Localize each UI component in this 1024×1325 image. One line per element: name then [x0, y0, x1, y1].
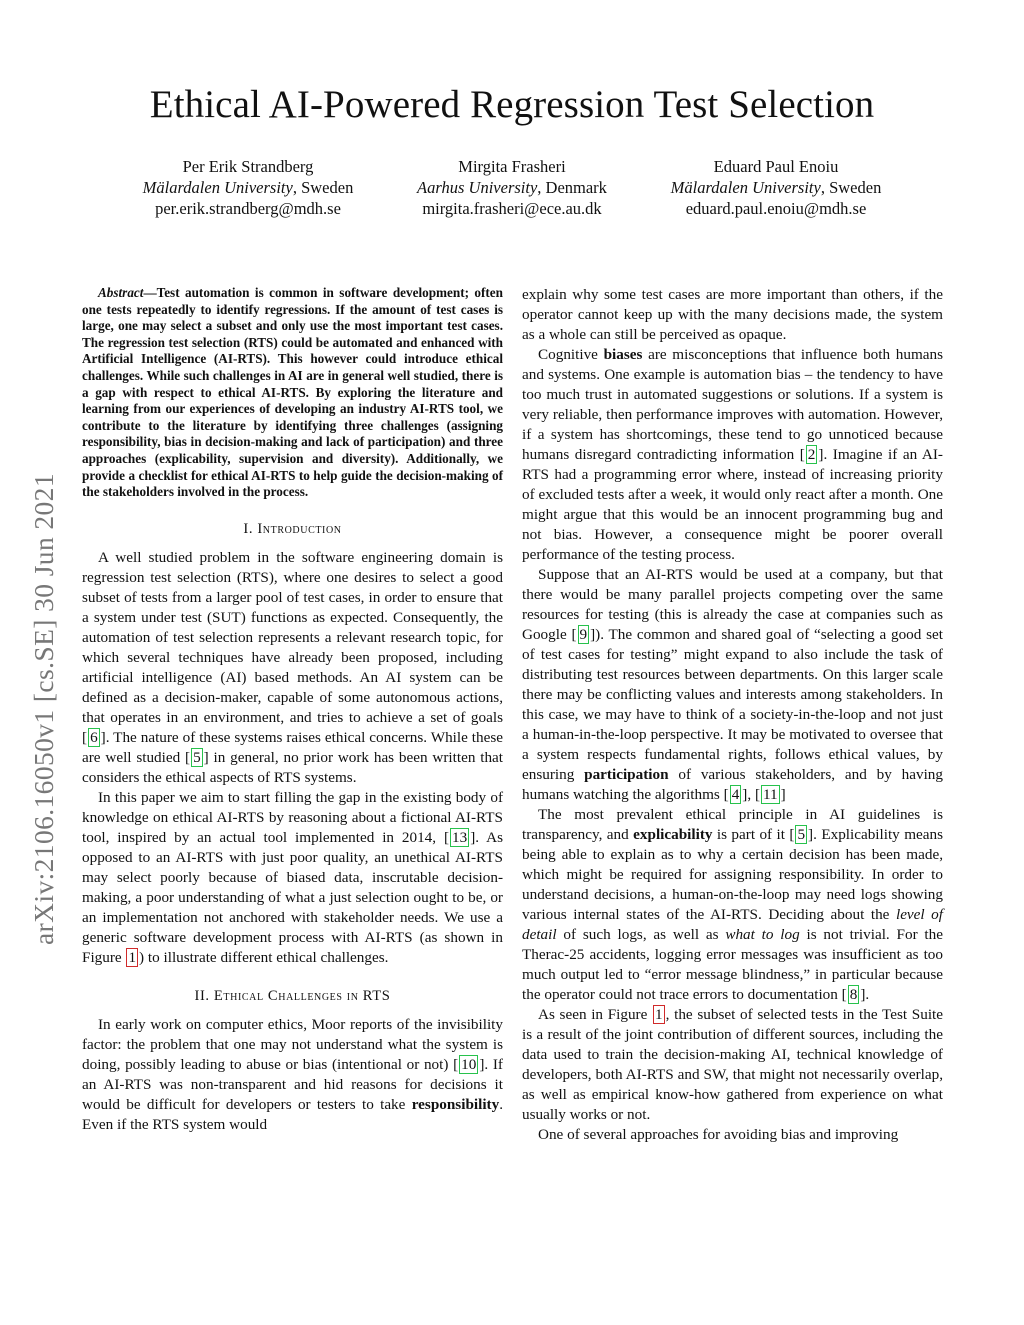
citation-link[interactable]: 6	[90, 728, 98, 746]
right-column	[522, 285, 943, 1145]
author-email: per.erik.strandberg@mdh.se	[155, 199, 341, 218]
section-heading-ethical-challenges: II. Ethical Challenges in RTS	[194, 987, 391, 1004]
citation-link[interactable]: 10	[461, 1055, 477, 1073]
author-affiliation: Aarhus University, Denmark	[417, 178, 607, 197]
abstract: Abstract—Test automation is common in software development; often one tests repeatedly to identify regressions. If the amount of test cases is large, one may select a subset and only use the most important test cases. The regression test selection (RTS) could be automated and enhanced with Artificial Intelligence (AI-RTS). This however could introduce ethical challenges. While such challenges in AI are in general well studied, there is a gap with respect to ethical AI-RTS. By exploring the literature and learning from our experiences of developing an industry AI-RTS tool, we contribute to the literature by identifying three challenges (assigning responsibility, bias in decision-making and lack of participation) and three approaches (explicability, supervision and diversity). Additionally, we provide a checklist for ethical AI-RTS to help guide the decision-making of the stakeholders involved in the process.	[82, 285, 503, 500]
citation-link[interactable]: 5	[193, 748, 201, 766]
paragraph: Cognitive biases are misconceptions that influence both humans and systems. One example is automation bias – the tendency to have too much trust in automated suggestions or solutions. If a system is very reliable, then performance improves with automation. However, if a system has shortcomings, these tend to go unnoticed because humans disregard contradicting information [ 2 ]. Imagine if an AI-RTS had a programming error where, instead of increasing priority of excluded tests after a week, it would only react after a month. One might argue that this would be an innocent programming bug and not bias. However, a consequence might be poorer overall performance of the testing process.	[522, 346, 944, 563]
author-name: Per Erik Strandberg	[182, 157, 314, 176]
author-name: Mirgita Frasheri	[458, 157, 566, 176]
author-affiliation: Mälardalen University, Sweden	[670, 178, 882, 197]
paper-title: Ethical AI-Powered Regression Test Selection	[149, 83, 875, 126]
arxiv-identifier: arXiv:2106.16050v1 [cs.SE] 30 Jun 2021	[28, 473, 59, 945]
author-affiliation: Mälardalen University, Sweden	[142, 178, 354, 197]
author-email: mirgita.frasheri@ece.au.dk	[422, 199, 602, 218]
paragraph: Suppose that an AI-RTS would be used at a company, but that there would be many parallel projects competing over the same resources for testing (this is already the case at companies such as Google [ 9 ]). The common and shared goal of “selecting a good set of test cases for testing” might expand to also include the task of distributing test resources between departments. On this larger scale there may be conflicting values and interests among stakeholders. In this case, we may have to think of a society-in-the-loop and not just a human-in-the-loop perspective. It may be motivated to oversee that a system respects fundamental rights, follows ethical values, by ensuring participation of various stakeholders, and by having humans watching the algorithms [ 4 ], [ 11 ]	[522, 566, 943, 803]
citation-link[interactable]: 9	[579, 626, 588, 643]
citation-link[interactable]: 5	[797, 826, 806, 843]
paragraph: A well studied problem in the software engineering domain is regression test selection (RTS), where one desires to select a good subset of tests from a larger pool of test cases, in order to ensure that a system under test (SUT) functions as expected. Consequently, the automation of test selection represents a relevant research topic, for which several techniques have already been proposed, including artificial intelligence (AI) based methods. An AI system can be defined as a decision-maker, capable of some autonomous actions, that operates in an environment, and tries to achieve a set of goals [ 6 ]. The nature of these systems raises ethical concerns. While these are well studied [ 5 ] in general, no prior work has been written that considers the ethical aspects of RTS systems.	[82, 548, 503, 786]
citation-link[interactable]: 4	[731, 786, 740, 803]
figure-link[interactable]: 1	[128, 948, 137, 966]
paragraph: explain why some test cases are more important than others, if the operator cannot keep up with the many decisions made, the system as a whole can still be perceived as opaque.	[522, 286, 943, 343]
paragraph: In this paper we aim to start filling the gap in the existing body of knowledge on ethical AI-RTS by reasoning about a fictional AI-RTS tool, inspired by an actual tool implemented in 2014, [ 13 ]. As opposed to an AI-RTS with just poor quality, an unethical AI-RTS may select poorly because of biased data, inscrutable decision-making, a poor understanding of what a just selection ought to be, or an implementation not anchored with stakeholder needs. We use a generic software development process with AI-RTS (as shown in Figure 1 ) to illustrate different ethical challenges.	[82, 788, 503, 966]
author-block-1	[98, 156, 398, 219]
paragraph: The most prevalent ethical principle in AI guidelines is transparency, and explicability is part of it [ 5 ]. Explicability means being able to explain as to why a certain decision has been made, which might be required for assigning responsibility. In order to understand decisions, a human-on-the-loop may need logs showing various internal states of the AI-RTS. Deciding about the level of detail of such logs, as well as what to log is not trivial. For the Therac-25 accidents, logging error messages was insufficient as too much output led to “error message blindness,” in particular because the operator could not trace errors to documentation [ 8 ].	[522, 806, 943, 1003]
citation-link[interactable]: 8	[849, 986, 858, 1003]
author-block-2	[362, 156, 662, 219]
paragraph: One of several approaches for avoiding bias and improving	[538, 1126, 899, 1143]
author-email: eduard.paul.enoiu@mdh.se	[685, 199, 867, 218]
citation-link[interactable]: 2	[807, 446, 816, 463]
author-name: Eduard Paul Enoiu	[713, 157, 839, 176]
section-heading-introduction: I. Introduction	[243, 520, 342, 537]
citation-link[interactable]: 11	[763, 786, 778, 803]
paragraph: In early work on computer ethics, Moor reports of the invisibility factor: the problem that one may not understand what the system is doing, possibly leading to abuse or bias (intentional or not) [ 10 ]. If an AI-RTS was non-transparent and hid reasons for decisions it would be difficult for developers or testers to take responsibility. Even if the RTS system would	[82, 1015, 503, 1133]
paragraph: As seen in Figure 1 , the subset of selected tests in the Test Suite is a result of the joint contribution of different sources, including the data used to train the decision-making AI, technical knowledge of developers, both AI-RTS and SW, that might not necessarily overlap, as well as empirical know-how gathered from experience on what usually works or not.	[522, 1006, 943, 1123]
left-column	[82, 285, 503, 1135]
citation-link[interactable]: 13	[452, 828, 468, 846]
figure-link[interactable]: 1	[655, 1006, 663, 1023]
author-block-3	[626, 156, 926, 219]
